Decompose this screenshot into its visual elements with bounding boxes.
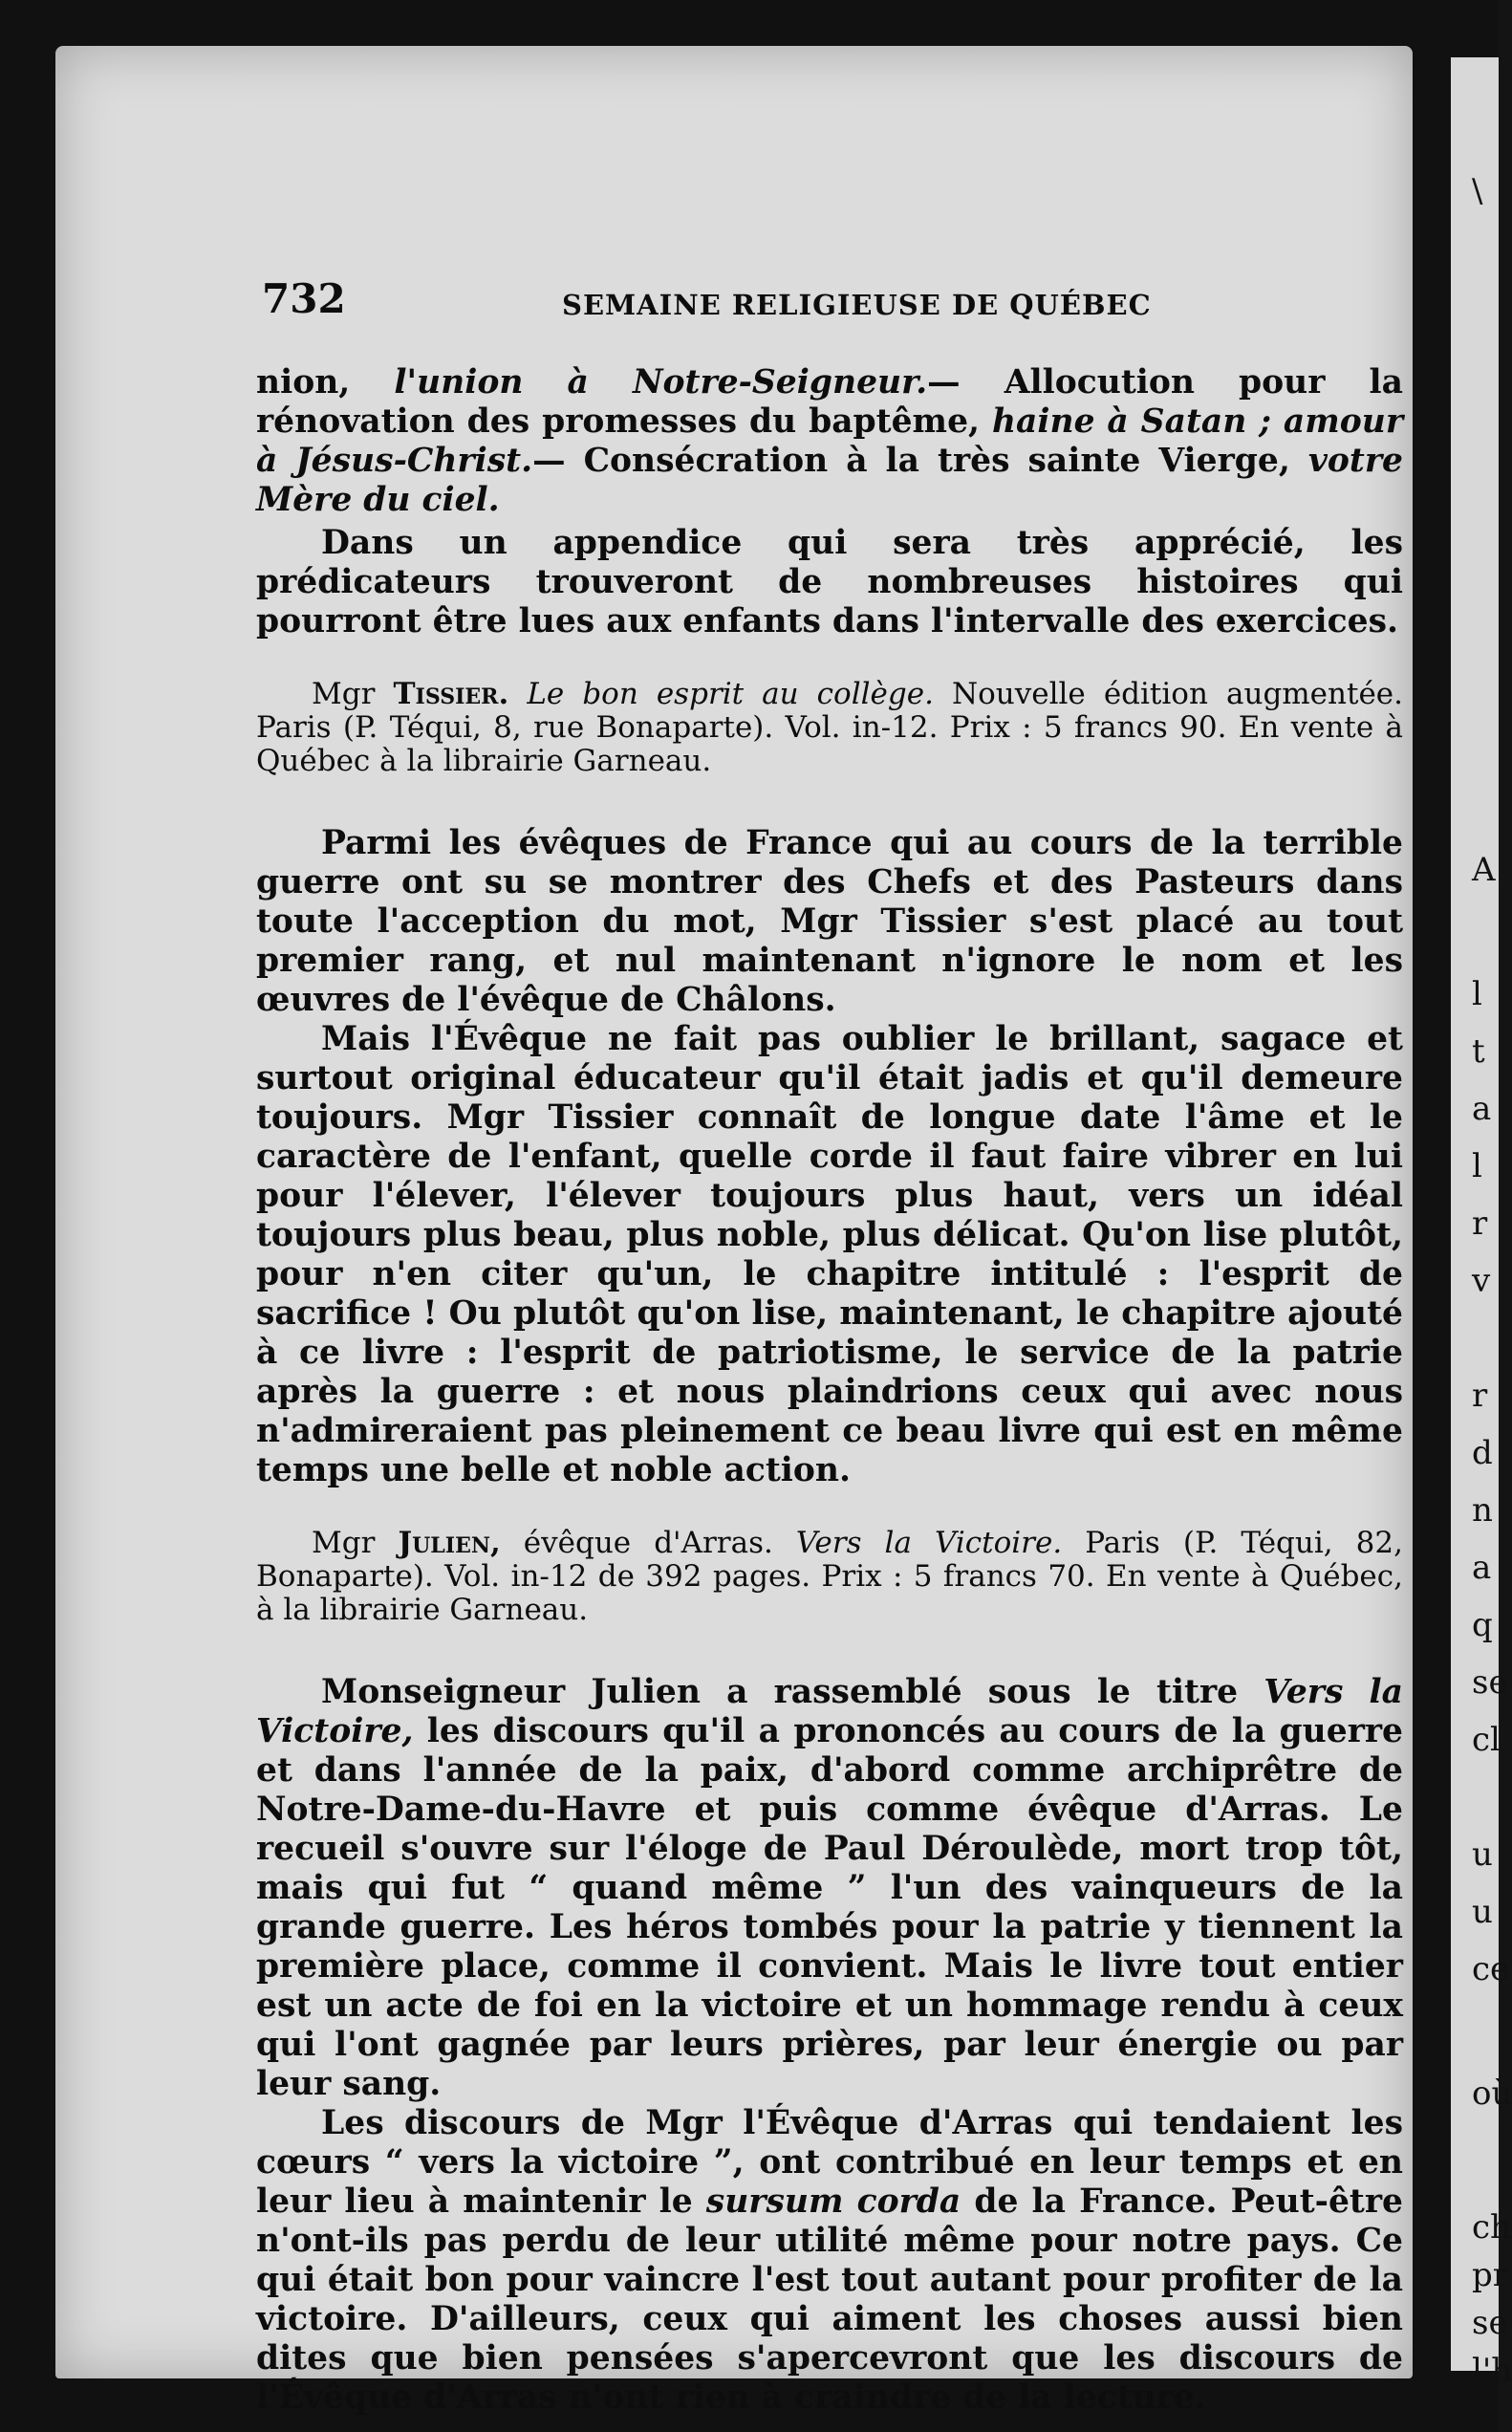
running-title: SEMAINE RELIGIEUSE DE QUÉBEC bbox=[562, 289, 1152, 321]
adjacent-page-fragment: u bbox=[1472, 1893, 1493, 1931]
adjacent-page-fragment: n bbox=[1472, 1491, 1493, 1530]
adjacent-page-fragment: l'h bbox=[1472, 2352, 1512, 2390]
author-name: Tissier. bbox=[393, 677, 509, 711]
author-name: Julien, bbox=[398, 1526, 501, 1560]
paragraph-4: Mais l'Évêque ne fait pas oublier le brillant, sagace et surtout original éducateur qu'il était jadis et qu'il demeure toujours. Mgr Tissier connaît de longue date l'âme et le caractère de l'enfant, quelle corde il faut faire vibrer en lui pour l'élever, l'élever toujours plus haut, vers un idéal toujours plus beau, plus noble, plus délicat. Qu'on lise plutôt, pour n'en citer qu'un, le chapitre intitulé : l'esprit de sacrifice ! Ou plutôt qu'on lise, maintenant, le chapitre ajouté à ce livre : l'esprit de patriotisme, le service de la patrie après la guerre : et nous plaindrions ceux qui avec nous n'admireraient pas pleinement ce beau livre qui est en même temps une belle et noble action. bbox=[256, 1020, 1403, 1489]
author-prefix: Mgr bbox=[312, 1526, 399, 1560]
author-prefix: Mgr bbox=[312, 677, 394, 711]
adjacent-page-fragment: pr bbox=[1472, 2256, 1509, 2294]
page-number: 732 bbox=[262, 275, 346, 322]
publication-details: Paris (P. Téqui, 82, Bonaparte). Vol. in-12 de 392 pages. Prix : 5 francs 70. En vente à Québec, à la librairie Garneau. bbox=[256, 1526, 1403, 1627]
adjacent-page-fragment: r bbox=[1472, 1377, 1488, 1415]
adjacent-page-fragment: t bbox=[1472, 1032, 1485, 1071]
page-header bbox=[256, 275, 1403, 342]
adjacent-page-fragment: u bbox=[1472, 1835, 1493, 1874]
bibliography-entry-tissier bbox=[256, 678, 1403, 778]
adjacent-page-fragment: ce bbox=[1472, 1950, 1510, 1988]
text-run: — Consécration à la très sainte Vierge, bbox=[532, 442, 1308, 480]
adjacent-page-fragment: d bbox=[1472, 1434, 1493, 1472]
adjacent-page-fragment: l bbox=[1472, 1147, 1482, 1185]
author-role: évêque d'Arras. bbox=[500, 1526, 796, 1560]
paragraph-2: Dans un appendice qui sera très apprécié, les prédicateurs trouveront de nombreuses histoires qui pourront être lues aux enfants dans l'intervalle des exercices. bbox=[256, 524, 1403, 641]
paragraph-3: Parmi les évêques de France qui au cours de la terrible guerre ont su se montrer des Chefs et des Pasteurs dans toute l'acception du mot, Mgr Tissier s'est placé au tout premier rang, et nul maintenant n'ignore le nom et les œuvres de l'évêque de Châlons. bbox=[256, 824, 1403, 1019]
adjacent-page-fragment: \ bbox=[1472, 172, 1483, 210]
adjacent-page-fragment: cl bbox=[1472, 1721, 1501, 1759]
italic-run: Vers la Victoire, bbox=[256, 1673, 1403, 1750]
italic-run: sursum corda bbox=[705, 2182, 961, 2221]
text-run: les discours qu'il a prononcés au cours de la guerre et dans l'année de la paix, d'abord comme archiprêtre de Notre-Dame-du-Havre et puis comme évêque d'Arras. Le recueil s'ouvre sur l'éloge de Paul Déroulède, mort trop tôt, mais qui fut “ quand même ” l'un des vainqueurs de la grande guerre. Les héros tombés pour la patrie y tiennent la première place, comme il convient. Mais le livre tout entier est un acte de foi en la victoire et un hommage rendu à ceux qui l'ont gagnée par leurs prières, par leur énergie ou par leur sang. bbox=[256, 1712, 1403, 2103]
adjacent-page-fragment: v bbox=[1472, 1262, 1491, 1300]
paragraph-6 bbox=[256, 2104, 1403, 2418]
bibliography-entry-julien bbox=[256, 1527, 1403, 1627]
adjacent-page-fragment: ch bbox=[1472, 2208, 1511, 2247]
paragraph-5 bbox=[256, 1673, 1403, 2104]
adjacent-page-fragment: q bbox=[1472, 1606, 1493, 1644]
adjacent-page-fragment: A bbox=[1472, 851, 1496, 889]
text-run: — Allocution pour la rénovation des promesses du baptême, bbox=[256, 363, 1403, 441]
book-title: Le bon esprit au collège. bbox=[527, 677, 934, 711]
page-content bbox=[256, 275, 1403, 2418]
book-page bbox=[55, 46, 1413, 2417]
publication-details: Nouvelle édition augmentée. Paris (P. Téqui, 8, rue Bonaparte). Vol. in-12. Prix : 5 francs 90. En vente à Québec à la librairie Garneau. bbox=[256, 677, 1403, 778]
adjacent-page-fragment: se bbox=[1472, 1663, 1508, 1702]
book-title: Vers la Victoire. bbox=[795, 1526, 1063, 1560]
adjacent-page-fragment: a bbox=[1472, 1549, 1492, 1587]
adjacent-page-fragment: où bbox=[1472, 2074, 1512, 2113]
italic-run: l'union à Notre-Seigneur. bbox=[394, 363, 928, 402]
adjacent-page-fragment: l bbox=[1472, 975, 1482, 1013]
italic-run: haine à Satan ; amour à Jésus-Christ. bbox=[256, 402, 1404, 480]
adjacent-page-fragment: se bbox=[1472, 2304, 1508, 2342]
adjacent-page-edge bbox=[1451, 57, 1512, 2390]
text-run: nion, bbox=[256, 363, 395, 402]
adjacent-page-fragment: r bbox=[1472, 1205, 1488, 1243]
text-run: de la France. Peut-être n'ont-ils pas perdu de leur utilité même pour notre pays. Ce qui était bon pour vaincre l'est tout autant pour profiter de la victoire. D'ailleurs, ceux qui aiment les choses aussi bien dites que bien pensées s'apercevront que les discours de l'Évêque d'Arras n'ont rien à craindre de la lecture. bbox=[256, 2182, 1403, 2417]
text-run: Les discours de Mgr l'Évêque d'Arras qui tendaient les cœurs “ vers la victoire ”, ont contribué en leur temps et en leur lieu à maintenir le bbox=[256, 2104, 1403, 2221]
paragraph-1 bbox=[256, 363, 1403, 520]
text-run: Monseigneur Julien a rassemblé sous le titre bbox=[321, 1673, 1264, 1711]
italic-run: votre Mère du ciel. bbox=[256, 442, 1403, 519]
adjacent-page-fragment: a bbox=[1472, 1090, 1492, 1128]
